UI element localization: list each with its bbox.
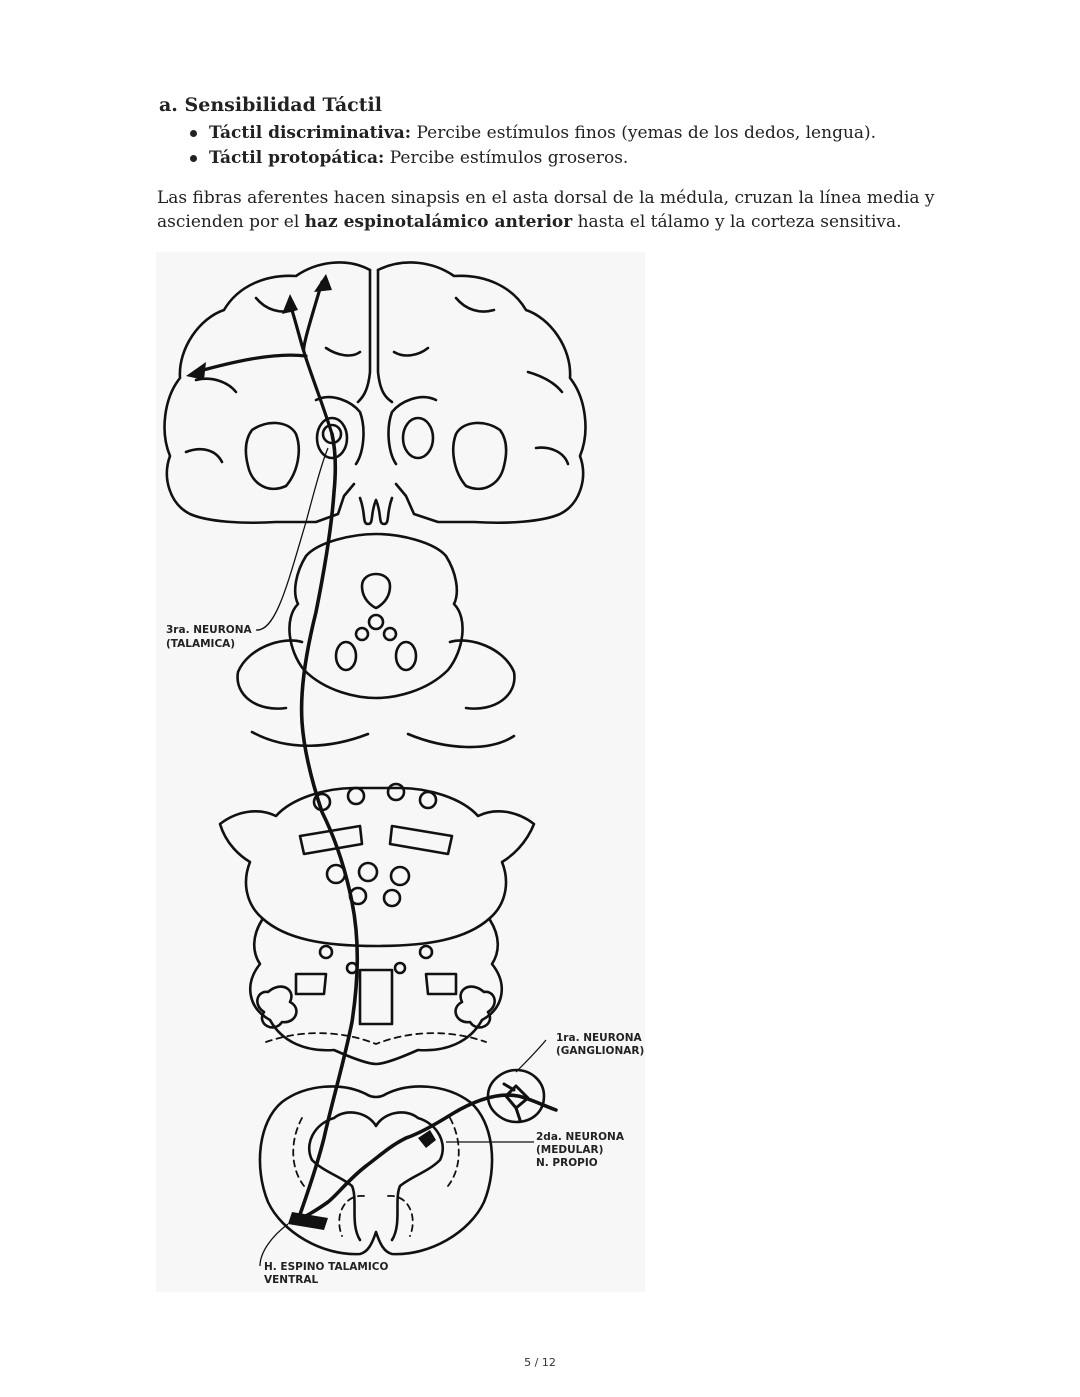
label-tract-part: VENTRAL bbox=[264, 1274, 319, 1286]
label-first-neuron: 1ra. NEURONA bbox=[556, 1032, 642, 1044]
medulla-outline bbox=[250, 920, 501, 1064]
cerebral-aqueduct bbox=[362, 574, 390, 608]
longitudinal-fissure bbox=[358, 270, 392, 402]
bullet-text: Percibe estímulos finos (yemas de los dedos, lengua). bbox=[411, 123, 877, 143]
arrowhead-cortex-3 bbox=[186, 362, 206, 380]
paragraph-text: hasta el tálamo y la corteza sensitiva. bbox=[572, 212, 902, 232]
label-second-neuron: 2da. NEURONA bbox=[536, 1131, 624, 1143]
pyramid-tract bbox=[360, 970, 392, 1024]
red-nucleus-left bbox=[336, 642, 356, 670]
label-third-neuron-type: (TALAMICA) bbox=[166, 638, 236, 650]
label-second-neuron-type: (MEDULAR) bbox=[536, 1144, 604, 1156]
page-number: 5 / 12 bbox=[524, 1356, 556, 1369]
label-first-neuron-type: (GANGLIONAR) bbox=[556, 1045, 645, 1057]
right-hemisphere bbox=[378, 262, 585, 522]
olive-left bbox=[257, 987, 296, 1028]
paragraph-text: Las fibras aferentes hacen sinapsis en el asta dorsal de la médula, cruzan la línea media y ascienden por el bbox=[157, 188, 935, 232]
label-second-neuron-nucleus: N. PROPIO bbox=[536, 1157, 598, 1169]
label-tract: H. ESPINO TALAMICO bbox=[264, 1261, 389, 1273]
thalamus-right bbox=[403, 418, 433, 458]
section-heading: a. Sensibilidad Táctil bbox=[159, 94, 382, 116]
label-third-neuron: 3ra. NEURONA bbox=[166, 624, 252, 636]
anatomy-figure bbox=[156, 252, 645, 1292]
list-item bbox=[190, 121, 876, 146]
arrowhead-cortex-2 bbox=[314, 274, 332, 292]
paragraph-emphasis: haz espinotalámico anterior bbox=[304, 212, 573, 232]
internal-capsule-right bbox=[453, 423, 506, 489]
arrowhead-cortex-1 bbox=[282, 294, 298, 314]
list-item bbox=[190, 146, 876, 171]
olive-right bbox=[456, 987, 495, 1028]
bullet-text: Percibe estímulos groseros. bbox=[384, 148, 629, 168]
pontine-tract-right bbox=[390, 826, 452, 854]
spinothalamic-pathway-diagram bbox=[156, 252, 645, 1292]
ventral-tract-marker bbox=[288, 1212, 328, 1230]
internal-capsule-left bbox=[246, 423, 299, 489]
leader-first-neuron bbox=[516, 1040, 546, 1072]
spinothalamic-tract-line bbox=[298, 434, 556, 1220]
bullet-list bbox=[190, 121, 876, 171]
ganglion-neuron bbox=[504, 1084, 528, 1120]
bullet-term: Táctil protopática: bbox=[209, 148, 385, 168]
left-hemisphere bbox=[165, 262, 370, 522]
bullet-term: Táctil discriminativa: bbox=[209, 123, 412, 143]
leader-tract bbox=[260, 1224, 288, 1266]
body-paragraph bbox=[157, 186, 937, 234]
third-ventricle bbox=[360, 498, 392, 524]
red-nucleus-right bbox=[396, 642, 416, 670]
